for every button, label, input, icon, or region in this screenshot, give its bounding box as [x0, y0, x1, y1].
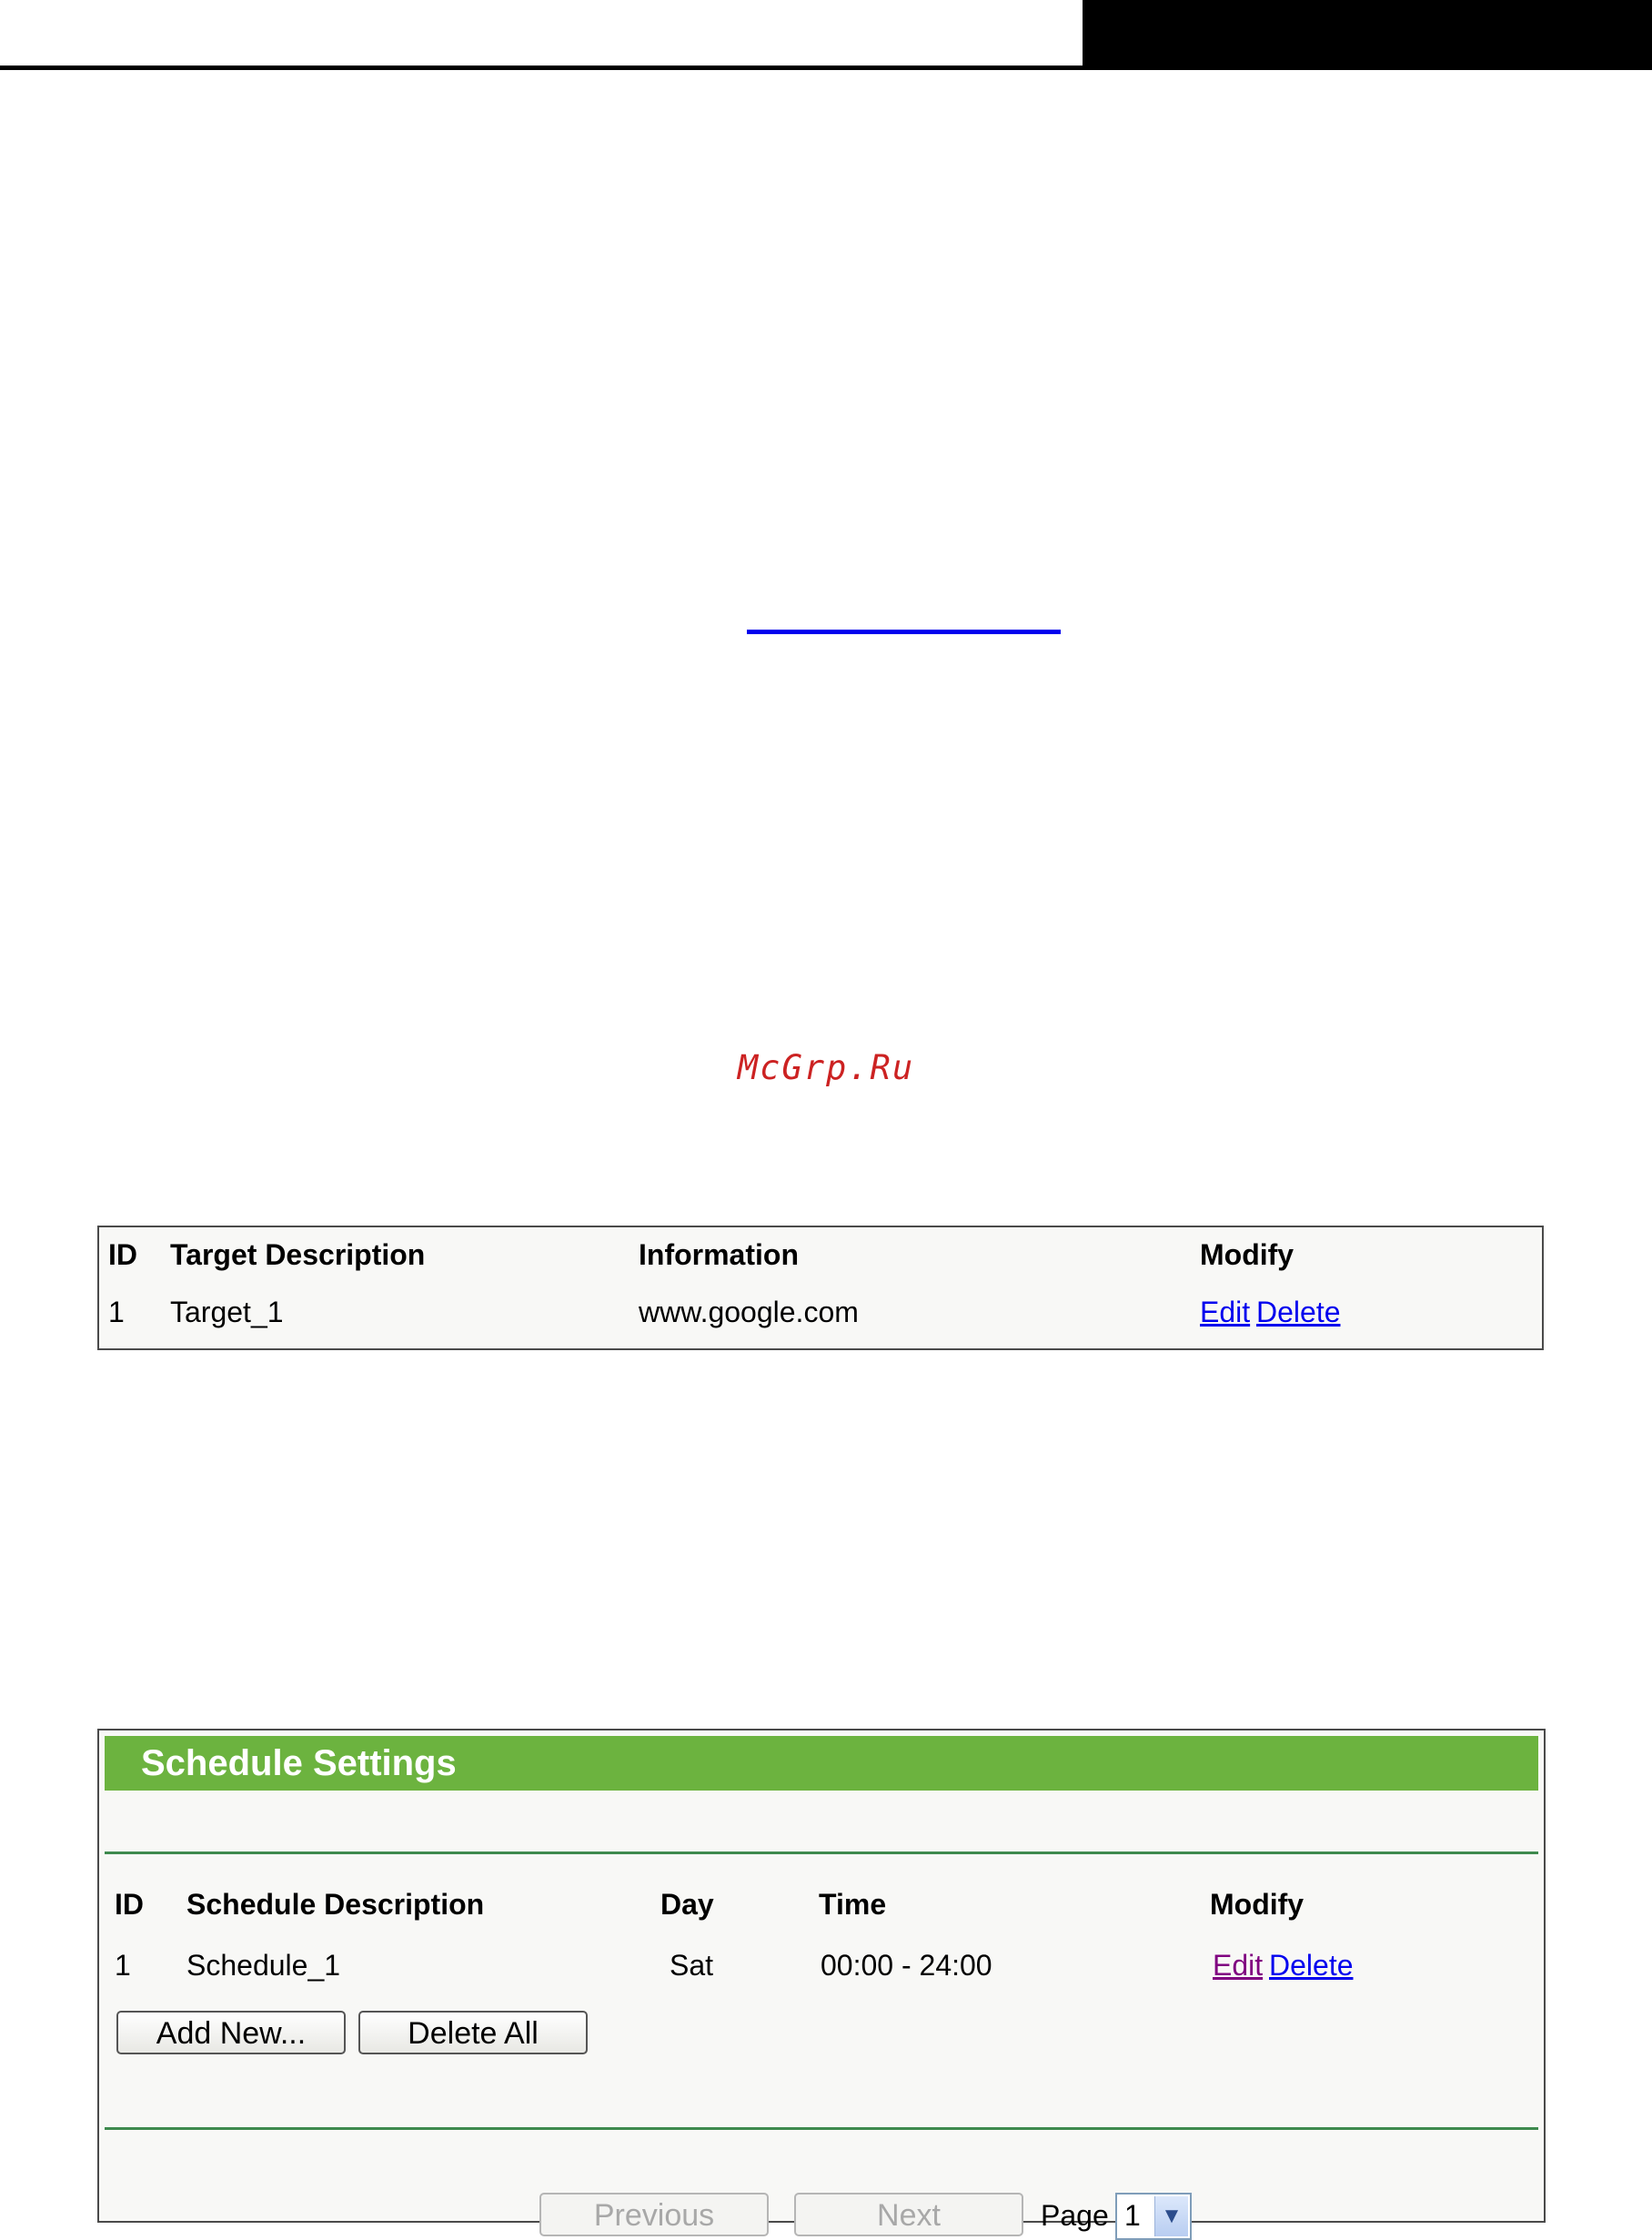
schedule-delete-link[interactable]: Delete — [1269, 1949, 1354, 1982]
target-row-information: www.google.com — [639, 1296, 859, 1328]
next-button[interactable]: Next — [794, 2193, 1023, 2236]
target-row-id: 1 — [108, 1296, 125, 1328]
schedule-edit-link[interactable]: Edit — [1213, 1949, 1264, 1982]
target-header-information: Information — [639, 1238, 799, 1271]
panel-title: Schedule Settings — [141, 1743, 457, 1783]
schedule-settings-panel — [97, 1729, 1546, 2233]
schedule-header-description: Schedule Description — [186, 1888, 485, 1921]
target-header-modify: Modify — [1200, 1238, 1294, 1271]
watermark: McGrp.Ru — [737, 1048, 915, 1087]
schedule-row-day: Sat — [670, 1949, 714, 1982]
target-table — [97, 1226, 1544, 1350]
chevron-down-icon[interactable]: ▼ — [1154, 2196, 1188, 2236]
schedule-row-time: 00:00 - 24:00 — [821, 1949, 992, 1982]
add-new-button[interactable]: Add New... — [116, 2011, 346, 2054]
schedule-header-modify: Modify — [1210, 1888, 1304, 1921]
bottom-divider — [105, 2127, 1538, 2130]
header-rule — [0, 66, 1083, 70]
schedule-row-id: 1 — [115, 1949, 131, 1982]
previous-button[interactable]: Previous — [539, 2193, 769, 2236]
target-header-description: Target Description — [170, 1238, 426, 1271]
page-select[interactable] — [1115, 2193, 1192, 2240]
schedule-header-day: Day — [660, 1888, 714, 1921]
delete-all-button[interactable]: Delete All — [358, 2011, 588, 2054]
target-delete-link[interactable]: Delete — [1256, 1296, 1341, 1328]
hyperlink-underline[interactable] — [747, 630, 1061, 634]
panel-title-bar — [105, 1736, 1538, 1791]
target-edit-link[interactable]: Edit — [1200, 1296, 1251, 1328]
target-row-description: Target_1 — [170, 1296, 284, 1328]
target-header-id: ID — [108, 1238, 137, 1271]
header-block — [1083, 0, 1652, 70]
top-divider — [105, 1852, 1538, 1854]
schedule-header-time: Time — [819, 1888, 887, 1921]
schedule-row-description: Schedule_1 — [186, 1949, 341, 1982]
page-select-value: 1 — [1124, 2199, 1141, 2232]
page-label: Page — [1041, 2199, 1109, 2232]
schedule-header-id: ID — [115, 1888, 144, 1921]
